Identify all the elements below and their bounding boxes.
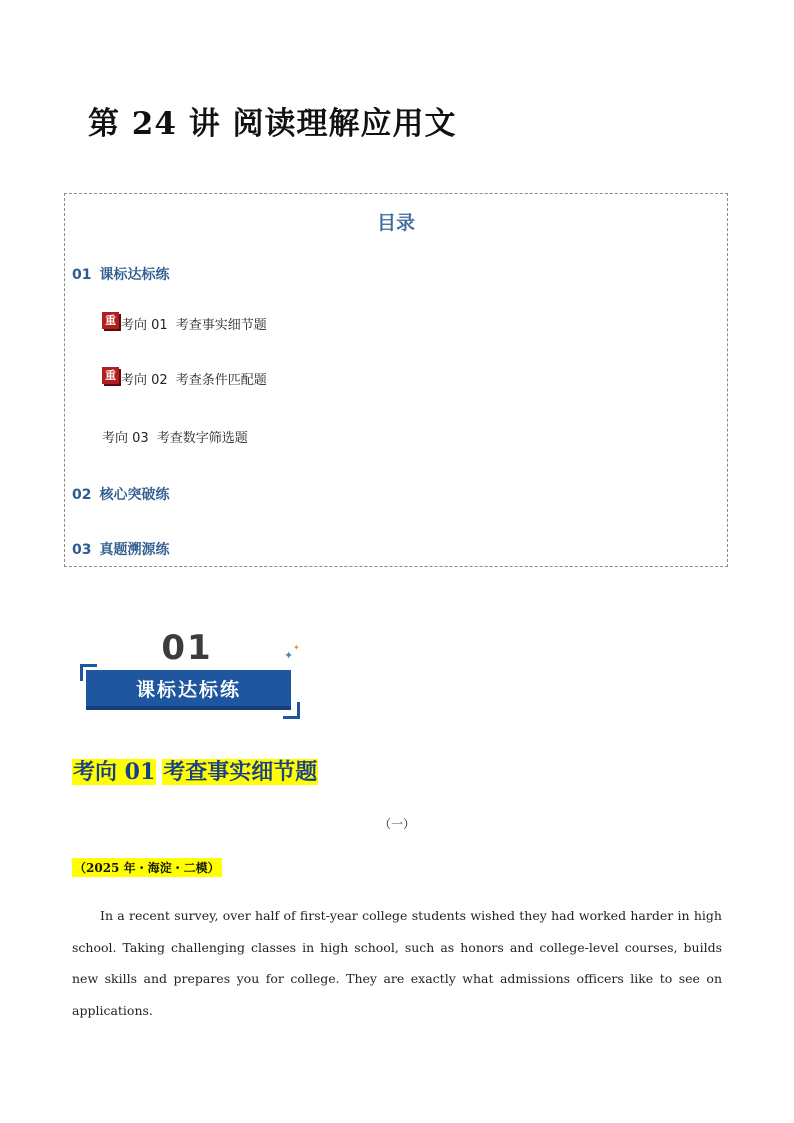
section-heading-code: 考向 01 bbox=[73, 759, 156, 785]
toc-subitem-1[interactable] bbox=[102, 314, 267, 333]
sparkle-icon: ✦ bbox=[284, 649, 294, 662]
page-title: 第 24 讲 阅读理解应用文 bbox=[88, 106, 457, 142]
toc-subitem-label: 考查事实细节题 bbox=[175, 318, 267, 333]
toc-subitem-code: 考向 03 bbox=[102, 431, 149, 446]
toc-subitem-code: 考向 02 bbox=[121, 373, 168, 388]
toc-subitem-code: 考向 01 bbox=[121, 318, 168, 333]
toc-subitem-label: 考查条件匹配题 bbox=[175, 373, 267, 388]
passage-text: In a recent survey, over half of first-year college students wished they had worked harder in high school. Taking challenging classes in high school, such as honors and college-level courses, builds new skills and prepares you for college. They are exactly what admissions officers like to see on applications. bbox=[72, 908, 722, 1018]
key-point-badge: 重 bbox=[102, 312, 119, 329]
passage-number: （一） bbox=[378, 817, 415, 831]
toc-subitem-label: 考查数字筛选题 bbox=[156, 431, 248, 446]
toc-section-label: 核心突破练 bbox=[99, 487, 170, 503]
toc-section-2[interactable] bbox=[72, 484, 169, 504]
toc-section-number: 01 bbox=[72, 267, 92, 283]
section-banner bbox=[78, 628, 302, 720]
toc-section-number: 03 bbox=[72, 542, 92, 558]
banner-corner-decoration bbox=[283, 702, 300, 719]
toc-section-3[interactable] bbox=[72, 539, 169, 559]
passage-source: （2025 年・海淀・二模） bbox=[72, 858, 222, 877]
toc-section-label: 课标达标练 bbox=[99, 267, 170, 283]
section-heading bbox=[72, 755, 318, 786]
toc-subitem-3[interactable] bbox=[102, 427, 248, 446]
section-heading-label: 考查事实细节题 bbox=[163, 759, 318, 785]
toc-subitem-2[interactable] bbox=[102, 369, 267, 388]
toc-section-1[interactable] bbox=[72, 264, 169, 284]
table-of-contents bbox=[64, 193, 728, 567]
sparkle-icon: ✦ bbox=[293, 643, 300, 652]
toc-section-number: 02 bbox=[72, 487, 92, 503]
key-point-badge: 重 bbox=[102, 367, 119, 384]
banner-label: 课标达标练 bbox=[135, 679, 241, 701]
banner-number: 01 bbox=[161, 628, 213, 668]
toc-section-label: 真题溯源练 bbox=[99, 542, 170, 558]
toc-heading: 目录 bbox=[376, 212, 415, 234]
